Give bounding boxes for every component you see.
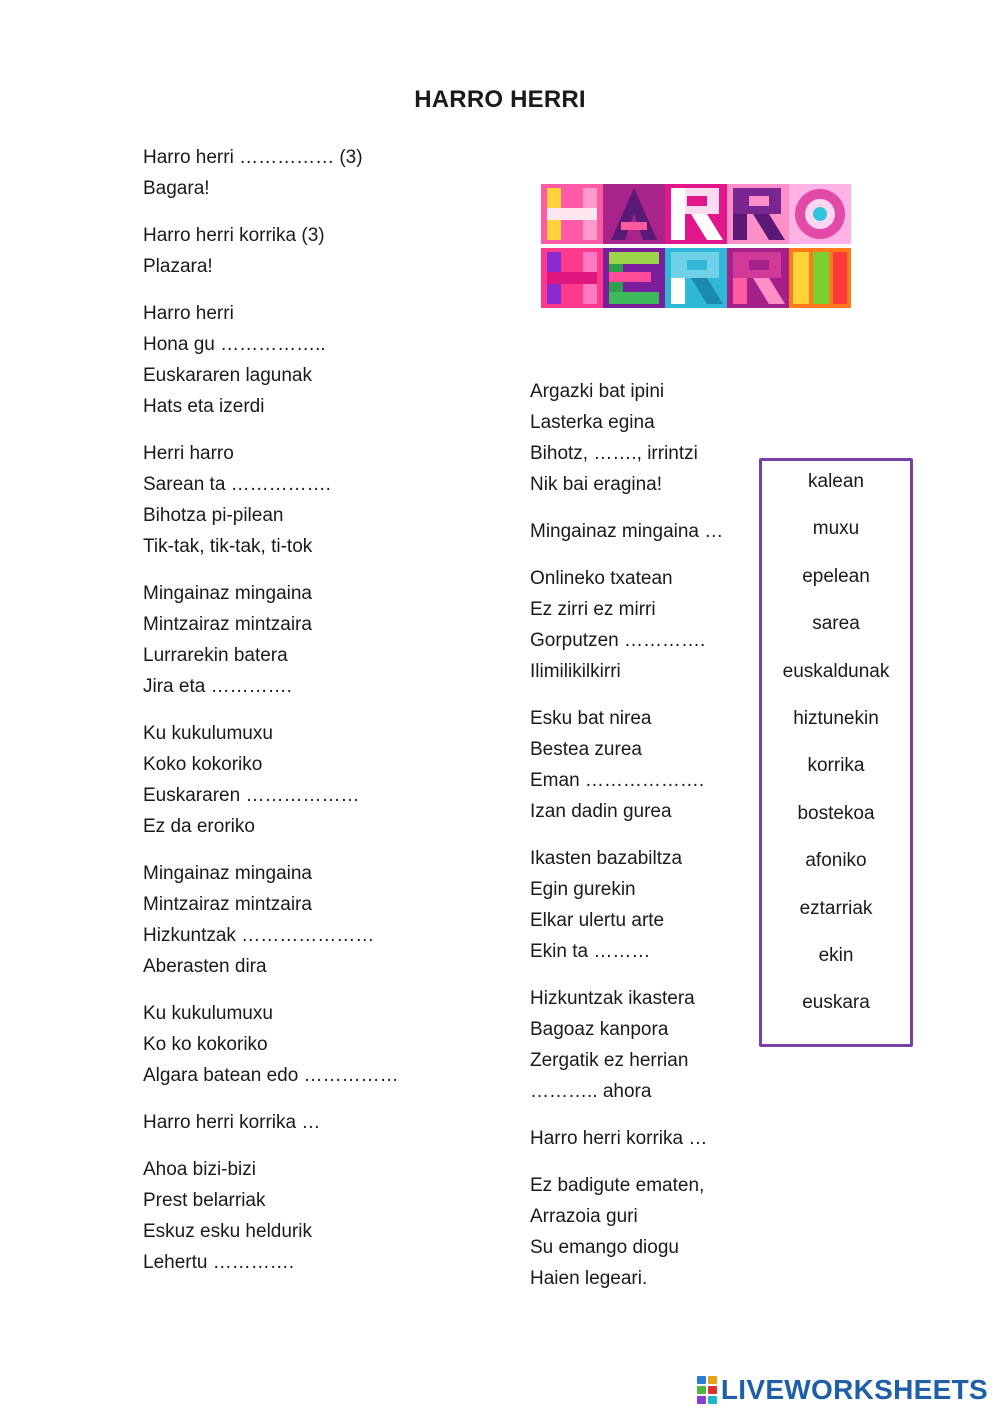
lyric-line: Harro herri …………… (3) [143, 147, 363, 168]
lyric-line: Mingainaz mingaina [143, 863, 312, 884]
lyric-line: Bihotza pi-pilean [143, 505, 284, 526]
word-bank-item: bostekoa [797, 802, 875, 824]
lyric-line: Hizkuntzak ………………… [143, 925, 375, 946]
lyric-line: Harro herri korrika … [143, 1112, 321, 1133]
word-bank-item: euskara [802, 992, 870, 1014]
lyric-line: Onlineko txatean [530, 568, 673, 589]
lyric-line: Ez da eroriko [143, 816, 255, 837]
lyric-line: Esku bat nirea [530, 708, 652, 729]
lyric-line: Gorputzen …………. [530, 630, 706, 651]
stanza [530, 516, 750, 547]
lyric-line: Jira eta …………. [143, 676, 292, 697]
lyric-line: Lasterka egina [530, 412, 655, 433]
lyric-line: Plazara! [143, 256, 213, 277]
stanza [143, 718, 473, 842]
lyric-line: Bagara! [143, 178, 210, 199]
lyric-line: Nik bai eragina! [530, 474, 663, 495]
word-bank-item: muxu [812, 518, 860, 540]
word-bank-item: ekin [818, 945, 854, 966]
lyric-line: Algara batean edo …………… [143, 1065, 399, 1086]
lyric-line: Mintzairaz mintzaira [143, 894, 312, 915]
lyric-line: Zergatik ez herrian [530, 1050, 689, 1071]
lyric-line: Lehertu …………. [143, 1252, 294, 1273]
word-bank-item: korrika [807, 755, 865, 777]
lyric-line: Herri harro [143, 443, 234, 464]
lyric-line: Bestea zurea [530, 739, 642, 760]
lyric-line: Egin gurekin [530, 879, 636, 900]
lyrics-left-column [143, 142, 473, 1294]
lyric-line: Ku kukulumuxu [143, 1003, 273, 1024]
stanza [530, 376, 750, 500]
lyric-line: Koko kokoriko [143, 754, 263, 775]
lyric-line: Ekin ta ……… [530, 941, 651, 962]
lyric-line: Ilimilikilkirri [530, 661, 621, 682]
lyric-line: Hizkuntzak ikastera [530, 988, 695, 1009]
lyric-line: Aberasten dira [143, 956, 267, 977]
lyric-line: Prest belarriak [143, 1190, 266, 1211]
stanza [143, 438, 473, 562]
word-bank-item: eztarriak [799, 897, 873, 919]
stanza [530, 1170, 750, 1294]
lyric-line: Ahoa bizi-bizi [143, 1159, 256, 1180]
lyric-line: Mintzairaz mintzaira [143, 614, 312, 635]
liveworksheets-brand-text: LIVEWORKSHEETS [720, 1374, 988, 1405]
stanza [530, 703, 750, 827]
lyric-line: Ko ko kokoriko [143, 1034, 268, 1055]
lyric-line: Hats eta izerdi [143, 396, 265, 417]
lyric-line: Ku kukulumuxu [143, 723, 273, 744]
lyric-line: Euskararen lagunak [143, 365, 312, 386]
lyric-line: Harro herri korrika (3) [143, 225, 325, 246]
lyric-line: Harro herri korrika … [530, 1128, 708, 1149]
lyric-line: Haien legeari. [530, 1268, 648, 1289]
lyric-line: Mingainaz mingaina … [530, 521, 724, 542]
lyric-line: Ez zirri ez mirri [530, 599, 656, 620]
lyric-line: Harro herri [143, 303, 234, 324]
page-title: HARRO HERRI [414, 86, 586, 113]
word-bank-item: kalean [808, 471, 864, 492]
stanza [143, 298, 473, 422]
stanza [143, 578, 473, 702]
word-bank-box [759, 458, 913, 1047]
lyric-line: Su emango diogu [530, 1237, 679, 1258]
lyric-line: Ikasten bazabiltza [530, 848, 683, 869]
lyric-line: Eskuz esku heldurik [143, 1221, 312, 1242]
lyric-line: Bihotz, ……., irrintzi [530, 443, 698, 464]
word-bank-item: euskaldunak [782, 660, 890, 682]
lyric-line: Ez badigute ematen, [530, 1175, 705, 1196]
lyric-line: Elkar ulertu arte [530, 910, 665, 931]
liveworksheets-footer [697, 1372, 988, 1408]
lyric-line: Euskararen ……………… [143, 785, 360, 806]
stanza [530, 843, 750, 967]
stanza [143, 858, 473, 982]
stanza [530, 1123, 750, 1154]
stanza [143, 142, 473, 204]
stanza [143, 220, 473, 282]
liveworksheets-logo-icon [697, 1376, 717, 1404]
harro-herri-logo [541, 184, 851, 308]
lyric-line: Arrazoia guri [530, 1206, 638, 1227]
stanza [530, 983, 750, 1107]
lyric-line: Argazki bat ipini [530, 381, 665, 402]
stanza [143, 998, 473, 1091]
lyric-line: Bagoaz kanpora [530, 1019, 669, 1040]
lyric-line: Eman ………………. [530, 770, 705, 791]
lyric-line: Mingainaz mingaina [143, 583, 312, 604]
lyric-line: Izan dadin gurea [530, 801, 672, 822]
lyric-line: Lurrarekin batera [143, 645, 288, 666]
word-bank-item: hiztunekin [793, 708, 879, 729]
lyric-line: Hona gu …………….. [143, 334, 326, 355]
lyric-line: Sarean ta ……………. [143, 474, 331, 495]
word-bank-item: epelean [802, 565, 870, 587]
word-bank-item: sarea [812, 613, 860, 635]
stanza [530, 563, 750, 687]
lyric-line: ……….. ahora [530, 1081, 652, 1102]
stanza [143, 1154, 473, 1278]
lyric-line: Tik-tak, tik-tak, ti-tok [143, 536, 313, 557]
word-bank-item: afoniko [805, 850, 867, 872]
lyrics-right-column [530, 376, 750, 1310]
stanza [143, 1107, 473, 1138]
